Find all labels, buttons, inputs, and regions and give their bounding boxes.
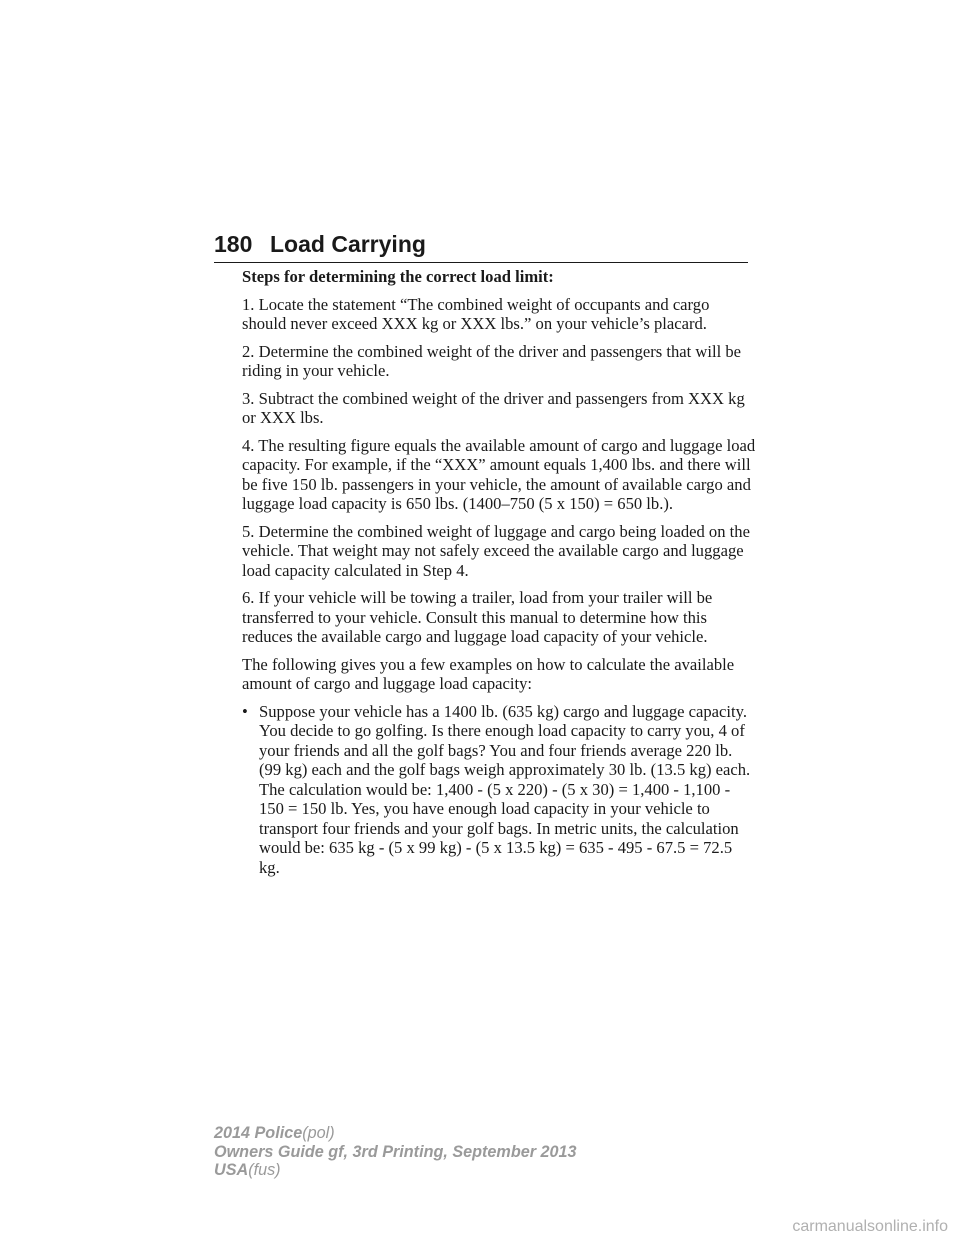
site-watermark: carmanualsonline.info bbox=[792, 1218, 948, 1235]
footer-market-code: (fus) bbox=[248, 1161, 281, 1179]
document-footer bbox=[214, 1124, 577, 1180]
section-title: Load Carrying bbox=[270, 231, 426, 257]
examples-intro: The following gives you a few examples on how to calculate the available amount of cargo and luggage load capacity: bbox=[242, 654, 735, 693]
page-number: 180 bbox=[214, 231, 253, 257]
example-bullet bbox=[242, 702, 756, 878]
footer-line-2: Owners Guide gf, 3rd Printing, September 2013 bbox=[214, 1142, 577, 1161]
footer-line-3 bbox=[214, 1161, 577, 1180]
footer-model: 2014 Police bbox=[214, 1124, 303, 1142]
page-content bbox=[242, 267, 756, 877]
steps-heading: Steps for determining the correct load limit: bbox=[242, 267, 554, 286]
example-bullet-text: Suppose your vehicle has a 1400 lb. (635 kg) cargo and luggage capacity. You decide to go golfing. Is there enough load capacity to carry you, 4 of your friends and all the golf bags? You and four friends average 220 lb. (99 kg) each and the golf bags weigh approximately 30 lb. (13.5 kg) each. The calculation would be: 1,400 - (5 x 220) - (5 x 30) = 1,400 - 1,100 - 150 = 150 lb. Yes, you have enough load capacity in your vehicle to transport four friends and your golf bags. In metric units, the calculation would be: 635 kg - (5 x 99 kg) - (5 x 13.5 kg) = 635 - 495 - 67.5 = 72.5 kg. bbox=[259, 701, 751, 877]
footer-line-1 bbox=[214, 1124, 577, 1143]
bullet-mark: • bbox=[242, 701, 248, 721]
step-1: 1. Locate the statement “The combined weight of occupants and cargo should never exceed XXX kg or XXX lbs.” on your vehicle’s placard. bbox=[242, 294, 710, 333]
step-6: 6. If your vehicle will be towing a trailer, load from your trailer will be transferred to your vehicle. Consult this manual to determine how this reduces the available cargo and luggage load capacity of your vehicle. bbox=[242, 588, 713, 646]
page-header bbox=[214, 228, 748, 263]
footer-model-code: (pol) bbox=[302, 1124, 335, 1142]
step-4: 4. The resulting figure equals the available amount of cargo and luggage load capacity. For example, if the “XXX” amount equals 1,400 lbs. and there will be five 150 lb. passengers in your vehicle, the amount of available cargo and luggage load capacity is 650 lbs. (1400–750 (5 x 150) = 650 lb.). bbox=[242, 435, 756, 513]
step-2: 2. Determine the combined weight of the driver and passengers that will be riding in your vehicle. bbox=[242, 341, 742, 380]
step-3: 3. Subtract the combined weight of the driver and passengers from XXX kg or XXX lbs. bbox=[242, 388, 745, 427]
footer-market: USA bbox=[214, 1161, 249, 1179]
step-5: 5. Determine the combined weight of luggage and cargo being loaded on the vehicle. That weight may not safely exceed the available cargo and luggage load capacity calculated in Step 4. bbox=[242, 521, 750, 580]
